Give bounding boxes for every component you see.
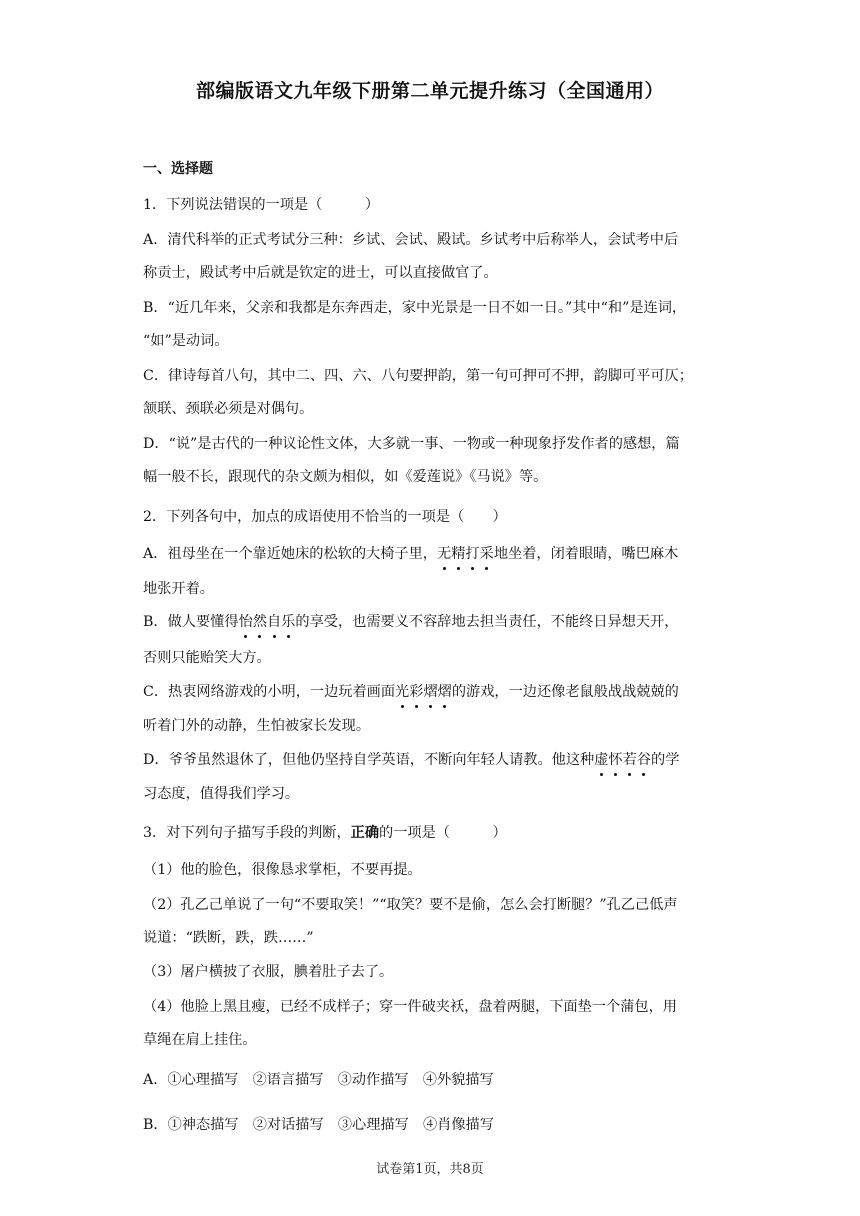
page-title: 部编版语文九年级下册第二单元提升练习（全国通用） — [195, 80, 664, 102]
option-text: 的游戏，一边还像老鼠般战战兢兢的 — [451, 684, 679, 700]
dotted-char: 若 — [622, 752, 637, 768]
dotted-char: 彩 — [409, 684, 424, 700]
question-stem — [143, 822, 507, 842]
dotted-char: 谷 — [636, 752, 652, 768]
sentence-2-line-1: （2）孔乙己单说了一句“不要取笑！”“取笑？要不是偷，怎么会打断腿？”孔乙己低声 — [143, 897, 678, 913]
page-footer: 试卷第1页，共8页 — [376, 1162, 484, 1177]
dotted-char: 熠 — [437, 684, 452, 700]
sentence-4-line-2: 草绳在肩上挂住。 — [143, 1032, 257, 1048]
option-d-line-2: 习态度，值得我们学习。 — [143, 786, 300, 802]
dotted-char: 打 — [465, 546, 480, 562]
option-b-line-2: 否则只能贻笑大方。 — [143, 650, 271, 666]
sentence-4-line-1: （4）他脸上黑且瘦，已经不成样子；穿一件破夹袄，盘着两腿，下面垫一个蒲包，用 — [143, 999, 677, 1015]
option-b-line-2: “如”是动词。 — [143, 333, 229, 349]
dotted-char: 乐 — [281, 614, 296, 630]
dotted-char: 精 — [451, 546, 466, 562]
sentence-2-line-2: 说道：“跌断，跌，跌……” — [143, 930, 314, 946]
option-c-line-1: C．律诗每首八句，其中二、四、六、八句要押韵，第一句可押可不押，韵脚可平可仄； — [143, 368, 693, 384]
dotted-char: 无 — [437, 546, 452, 562]
question-stem: 1．下列说法错误的一项是（ ） — [143, 197, 380, 213]
option-b: B．①神态描写 ②对话描写 ③心理描写 ④肖像描写 — [143, 1117, 494, 1133]
option-text: B．做人要懂得 — [143, 614, 239, 630]
sentence-3: （3）屠户横披了衣服，腆着肚子去了。 — [143, 964, 394, 980]
option-text: D．爷爷虽然退休了，但他仍坚持自学英语，不断向年轻人请教。他这种 — [143, 752, 595, 768]
section-heading: 一、选择题 — [143, 161, 213, 177]
option-text: 地坐着，闭着眼睛，嘴巴麻木 — [493, 546, 679, 562]
sentence-1: （1）他的脸色，很像恳求掌柜，不要再提。 — [143, 862, 422, 878]
dotted-char: 自 — [266, 614, 282, 630]
option-d-line-2: 幅一般不长，跟现代的杂文颇为相似，如《爱莲说》《马说》等。 — [143, 469, 548, 485]
option-c-line-2: 颔联、颈联必须是对偶句。 — [143, 401, 314, 417]
dotted-char: 光 — [395, 684, 410, 700]
dotted-char: 采 — [479, 546, 494, 562]
option-text: A．祖母坐在一个靠近她床的松软的大椅子里， — [143, 546, 437, 562]
dotted-char: 然 — [252, 614, 267, 630]
option-text: 的享受，也需要义不容辞地去担当责任，不能终日异想天开， — [295, 614, 679, 630]
stem-text: 3．对下列句子描写手段的判断， — [143, 825, 351, 841]
option-d-line-1: D．“说”是古代的一种议论性文体，大多就一事、一物或一种现象抒发作者的感想，篇 — [143, 436, 680, 452]
option-b-line-1: B．“近几年来，父亲和我都是东奔西走，家中光景是一日不如一日。”其中“和”是连词， — [143, 300, 687, 316]
option-text: C．热衷网络游戏的小明，一边玩着画面 — [143, 684, 396, 700]
option-a-line-1: A．清代科举的正式考试分三种：乡试、会试、殿试。乡试考中后称举人，会试考中后 — [143, 232, 679, 248]
question-stem: 2．下列各句中，加点的成语使用不恰当的一项是（ ） — [143, 509, 507, 525]
option-a: A．①心理描写 ②语言描写 ③动作描写 ④外貌描写 — [143, 1072, 494, 1088]
option-b-line-1 — [143, 612, 723, 632]
dotted-char: 怀 — [608, 752, 623, 768]
stem-text: 的一项是（ ） — [379, 825, 507, 841]
dotted-char: 虚 — [594, 752, 609, 768]
option-a-line-2: 称贡士，殿试考中后就是钦定的进士，可以直接做官了。 — [143, 265, 498, 281]
option-text: 的学 — [651, 752, 680, 768]
option-c-line-1 — [143, 682, 723, 702]
option-a-line-2: 地张开着。 — [143, 581, 214, 597]
dotted-char: 熠 — [423, 684, 438, 700]
dotted-char: 怡 — [238, 614, 253, 630]
stem-emphasis: 正确 — [350, 825, 380, 841]
option-a-line-1 — [143, 544, 723, 564]
option-c-line-2: 听着门外的动静，生怕被家长发现。 — [143, 718, 371, 734]
option-d-line-1 — [143, 750, 723, 770]
